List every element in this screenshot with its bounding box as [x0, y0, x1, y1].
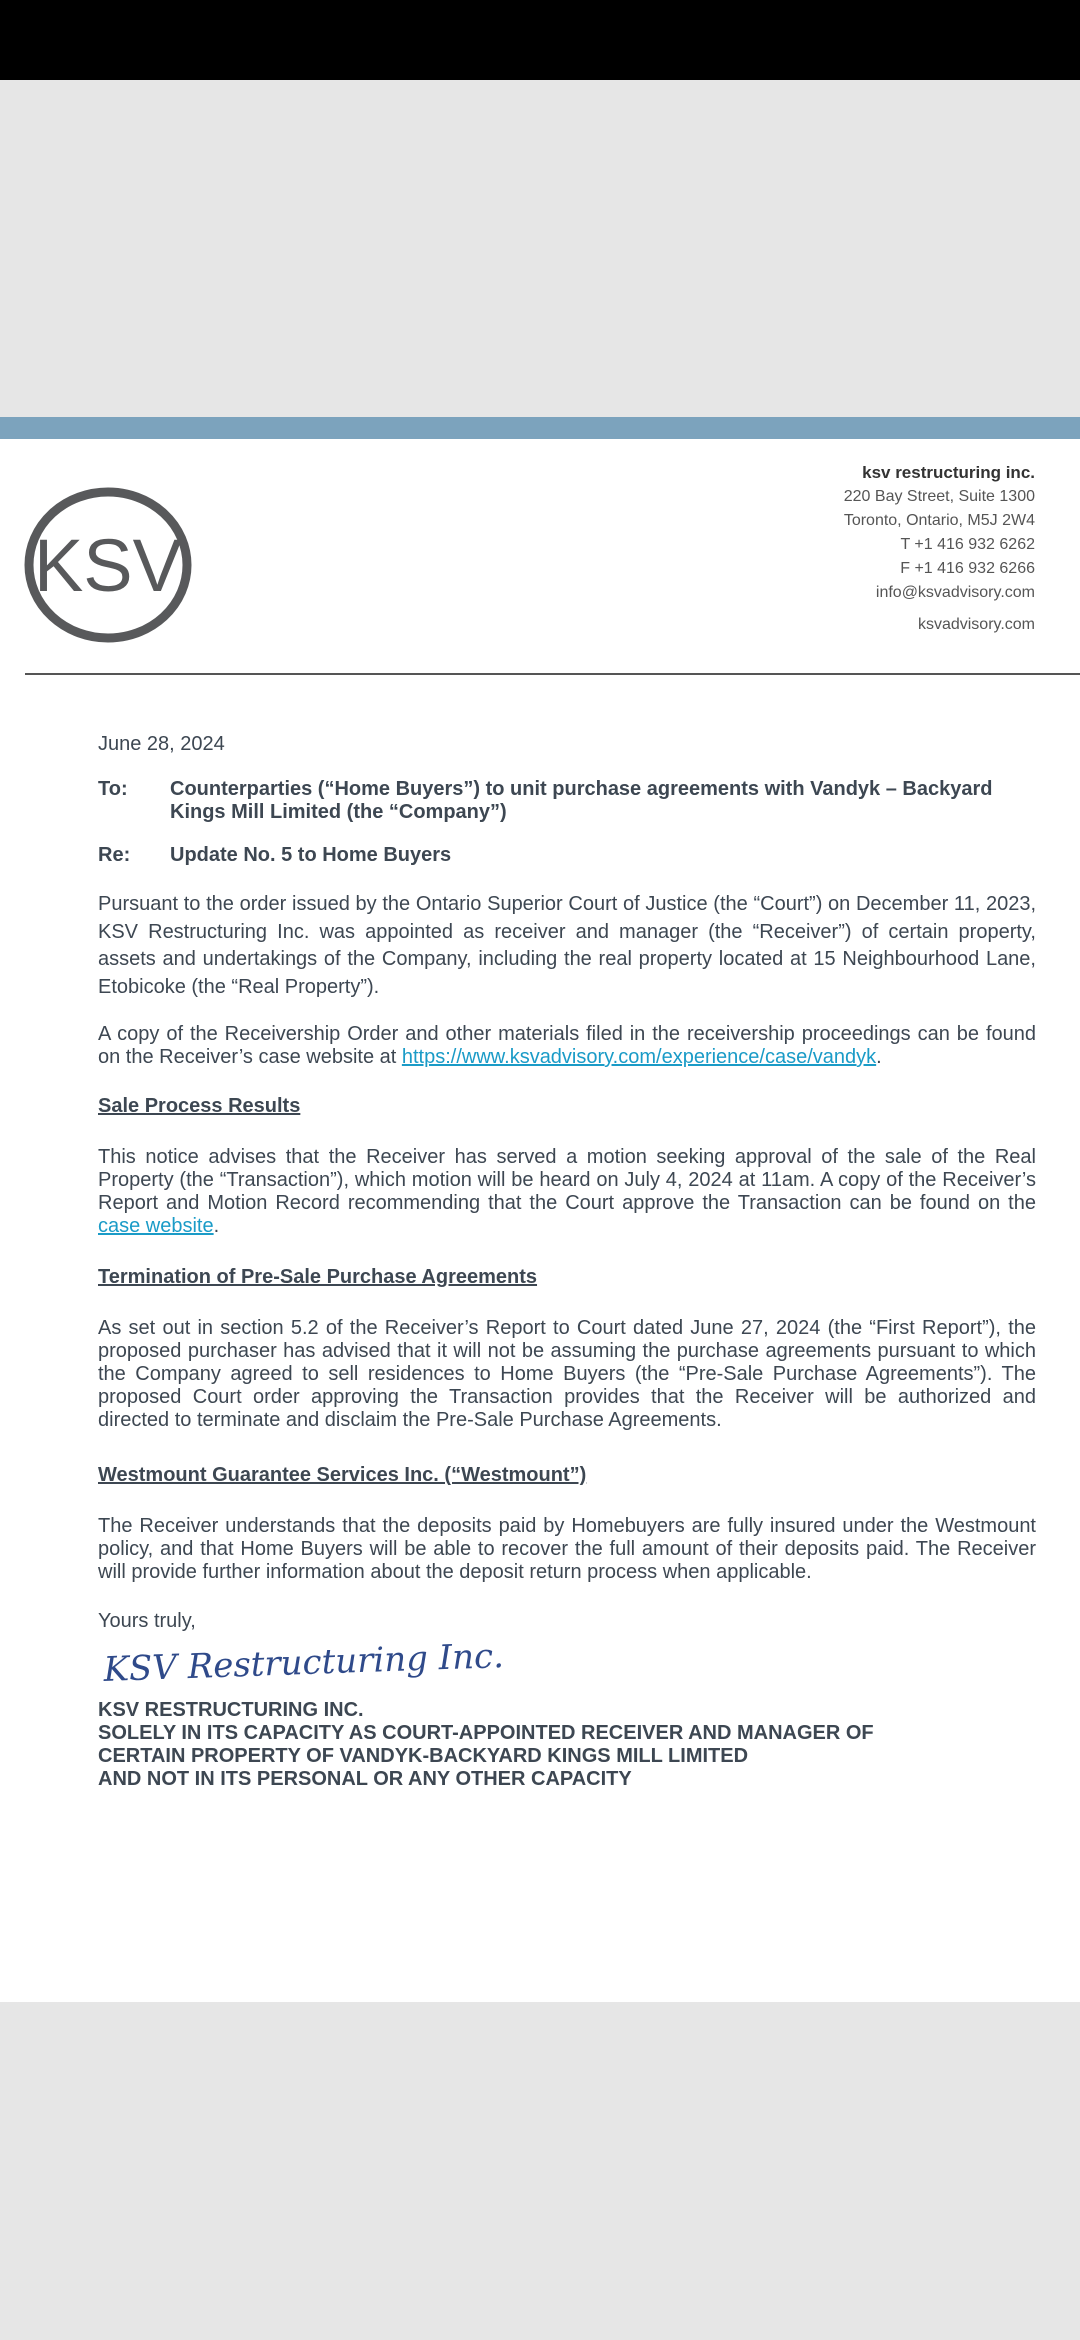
phone-number: T +1 416 932 6262	[900, 536, 1035, 553]
re-line	[98, 844, 1036, 867]
to-line	[98, 778, 1036, 824]
paragraph-appointment: Pursuant to the order issued by the Ontario Superior Court of Justice (the “Court”) on December 11, 2023, KSV Restructuring Inc. was appointed as receiver and manager (the “Receiver”) of certain property, assets and undertakings of the Company, including the real property located at 15 Neighbourhood Lane, Etobicoke (the “Real Property”).	[98, 893, 1036, 998]
paragraph-text: A copy of the Receivership Order and other materials filed in the receivership proceedings can be found on the Receiver’s case website at	[98, 1023, 1036, 1068]
ksv-logo	[24, 487, 192, 643]
letterhead-band	[0, 417, 1080, 439]
to-label: To:	[98, 778, 128, 800]
paragraph-end: .	[876, 1046, 882, 1068]
email-address[interactable]: info@ksvadvisory.com	[875, 584, 1035, 601]
re-label: Re:	[98, 844, 131, 866]
fax-number: F +1 416 932 6266	[900, 560, 1035, 577]
paragraph-sale-process	[98, 1146, 1036, 1238]
letter-date: June 28, 2024	[98, 733, 225, 755]
document-page	[0, 417, 1080, 2002]
firm-name: ksv restructuring inc.	[862, 463, 1035, 482]
case-website-link[interactable]: case website	[98, 1215, 214, 1237]
re-text: Update No. 5 to Home Buyers	[170, 844, 452, 866]
closing-salutation: Yours truly,	[98, 1610, 196, 1632]
to-text: Counterparties (“Home Buyers”) to unit purchase agreements with Vandyk – Backyard Kings Mill Limited (the “Company”)	[170, 778, 993, 823]
paragraph-case-website	[98, 1023, 1036, 1069]
case-website-url-link[interactable]: https://www.ksvadvisory.com/experience/case/vandyk	[401, 1046, 877, 1068]
signature-line-4: AND NOT IN ITS PERSONAL OR ANY OTHER CAPACITY	[98, 1768, 632, 1790]
paragraph-westmount: The Receiver understands that the deposits paid by Homebuyers are fully insured under the Westmount policy, and that Home Buyers will be able to recover the full amount of their deposits paid. The Receiver will provide further information about the deposit return process when applicable.	[98, 1515, 1036, 1583]
signature-line-2: SOLELY IN ITS CAPACITY AS COURT-APPOINTED RECEIVER AND MANAGER OF	[98, 1722, 874, 1744]
website[interactable]: ksvadvisory.com	[917, 616, 1035, 633]
logo-text: KSV	[33, 524, 183, 607]
signature-line-1: KSV RESTRUCTURING INC.	[98, 1699, 364, 1721]
status-bar	[0, 0, 1080, 80]
viewer-background	[0, 2002, 1080, 2340]
letterhead-address	[615, 461, 1035, 637]
paragraph-text: This notice advises that the Receiver has served a motion seeking approval of the sale of the Real Property (the “Transaction”), which motion will be heard on July 4, 2024 at 11am. A copy of the Receiver’s Report and Motion Record recommending that the Court approve the Transaction can be found on the	[98, 1146, 1036, 1214]
address-line-2: Toronto, Ontario, M5J 2W4	[843, 512, 1035, 529]
header-divider	[25, 673, 1080, 675]
letter-body	[98, 733, 1036, 1791]
address-line-1: 220 Bay Street, Suite 1300	[843, 488, 1035, 505]
signature-block	[98, 1699, 1036, 1791]
section-title-sale-process: Sale Process Results	[98, 1095, 301, 1117]
section-title-termination: Termination of Pre-Sale Purchase Agreements	[98, 1266, 538, 1288]
signature	[102, 1636, 505, 1697]
section-title-westmount: Westmount Guarantee Services Inc. (“Westmount”)	[98, 1464, 587, 1486]
signature-text: KSV Restructuring Inc.	[102, 1636, 505, 1690]
signature-line-3: CERTAIN PROPERTY OF VANDYK-BACKYARD KINGS MILL LIMITED	[98, 1745, 749, 1767]
paragraph-end: .	[213, 1215, 220, 1237]
paragraph-termination: As set out in section 5.2 of the Receiver’s Report to Court dated June 27, 2024 (the “First Report”), the proposed purchaser has advised that it will not be assuming the purchase agreements pursuant to which the Company agreed to sell residences to Home Buyers (the “Pre-Sale Purchase Agreements”). The proposed Court order approving the Transaction provides that the Receiver will be authorized and directed to terminate and disclaim the Pre-Sale Purchase Agreements.	[98, 1317, 1036, 1431]
